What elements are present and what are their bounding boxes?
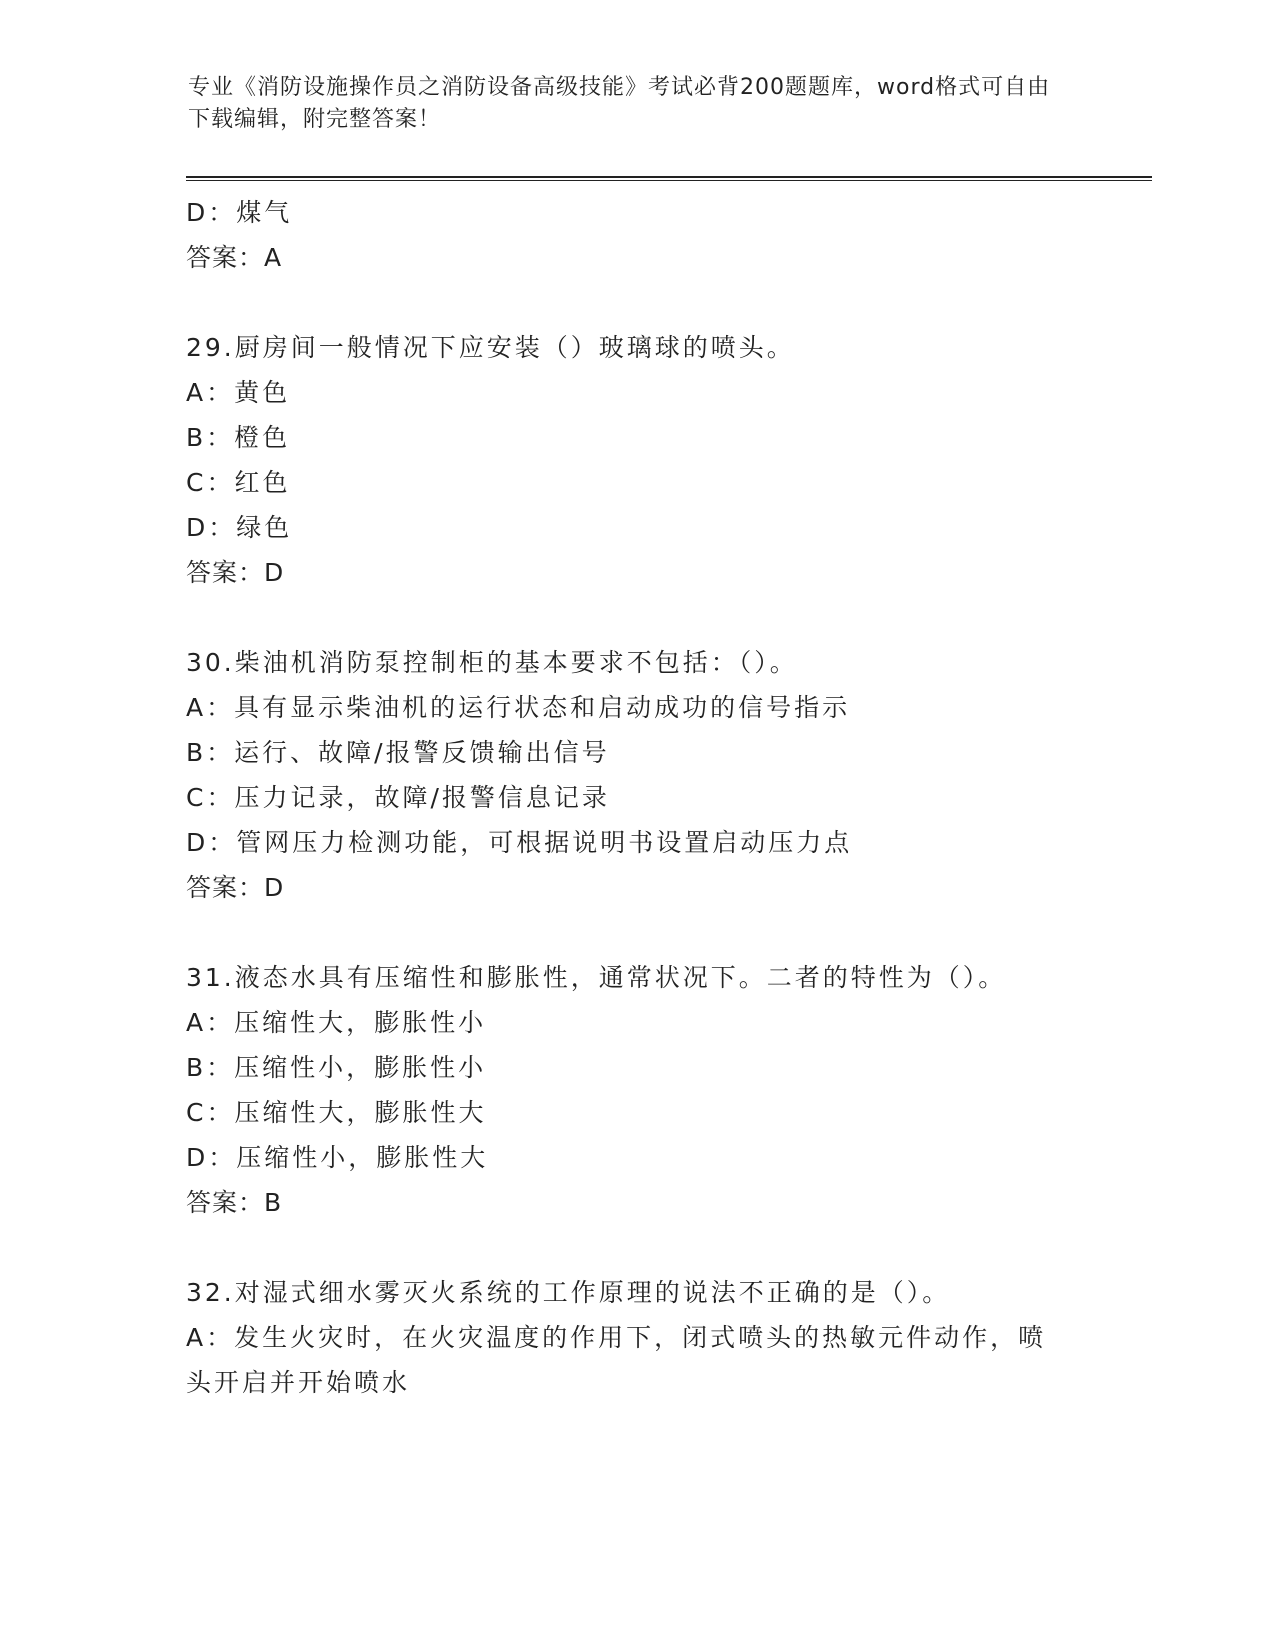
question-stem: 30.柴油机消防泵控制柜的基本要求不包括：（）。 [186, 648, 798, 677]
answer-prev: 答案：A [186, 243, 283, 272]
question-content [186, 190, 1086, 1405]
option-a: A：发生火灾时，在火灾温度的作用下，闭式喷头的热敏元件动作，喷头开启并开始喷水 [186, 1323, 1047, 1397]
header-divider [186, 176, 1152, 182]
question-stem: 29.厨房间一般情况下应安装（）玻璃球的喷头。 [186, 333, 795, 362]
answer: 答案：D [186, 558, 285, 587]
option-a: A：黄色 [186, 378, 291, 407]
option-c: C：红色 [186, 468, 291, 497]
question-stem: 32.对湿式细水雾灭火系统的工作原理的说法不正确的是（）。 [186, 1278, 951, 1307]
spacer [186, 595, 1086, 640]
spacer [186, 1225, 1086, 1270]
option-d: D：管网压力检测功能，可根据说明书设置启动压力点 [186, 828, 853, 857]
option-c: C：压力记录，故障/报警信息记录 [186, 783, 610, 812]
divider-thick-line [186, 176, 1152, 178]
option-c: C：压缩性大，膨胀性大 [186, 1098, 487, 1127]
question-29 [186, 325, 1086, 595]
answer: 答案：D [186, 873, 285, 902]
option-b: B：运行、故障/报警反馈输出信号 [186, 738, 610, 767]
divider-thin-line [186, 180, 1152, 181]
spacer [186, 280, 1086, 325]
option-d: D：压缩性小，膨胀性大 [186, 1143, 489, 1172]
answer: 答案：B [186, 1188, 283, 1217]
document-header [188, 72, 1068, 136]
option-a: A：具有显示柴油机的运行状态和启动成功的信号指示 [186, 693, 851, 722]
question-31 [186, 955, 1086, 1225]
spacer [186, 910, 1086, 955]
header-text: 专业《消防设施操作员之消防设备高级技能》考试必背200题题库，word格式可自由下载编辑，附完整答案！ [188, 75, 1051, 132]
option-d: D：绿色 [186, 513, 293, 542]
question-stem: 31.液态水具有压缩性和膨胀性，通常状况下。二者的特性为（）。 [186, 963, 1007, 992]
question-30 [186, 640, 1086, 910]
option-d-prev: D：煤气 [186, 198, 293, 227]
question-32 [186, 1270, 1086, 1405]
option-a: A：压缩性大，膨胀性小 [186, 1008, 487, 1037]
option-b: B：橙色 [186, 423, 291, 452]
option-b: B：压缩性小，膨胀性小 [186, 1053, 487, 1082]
